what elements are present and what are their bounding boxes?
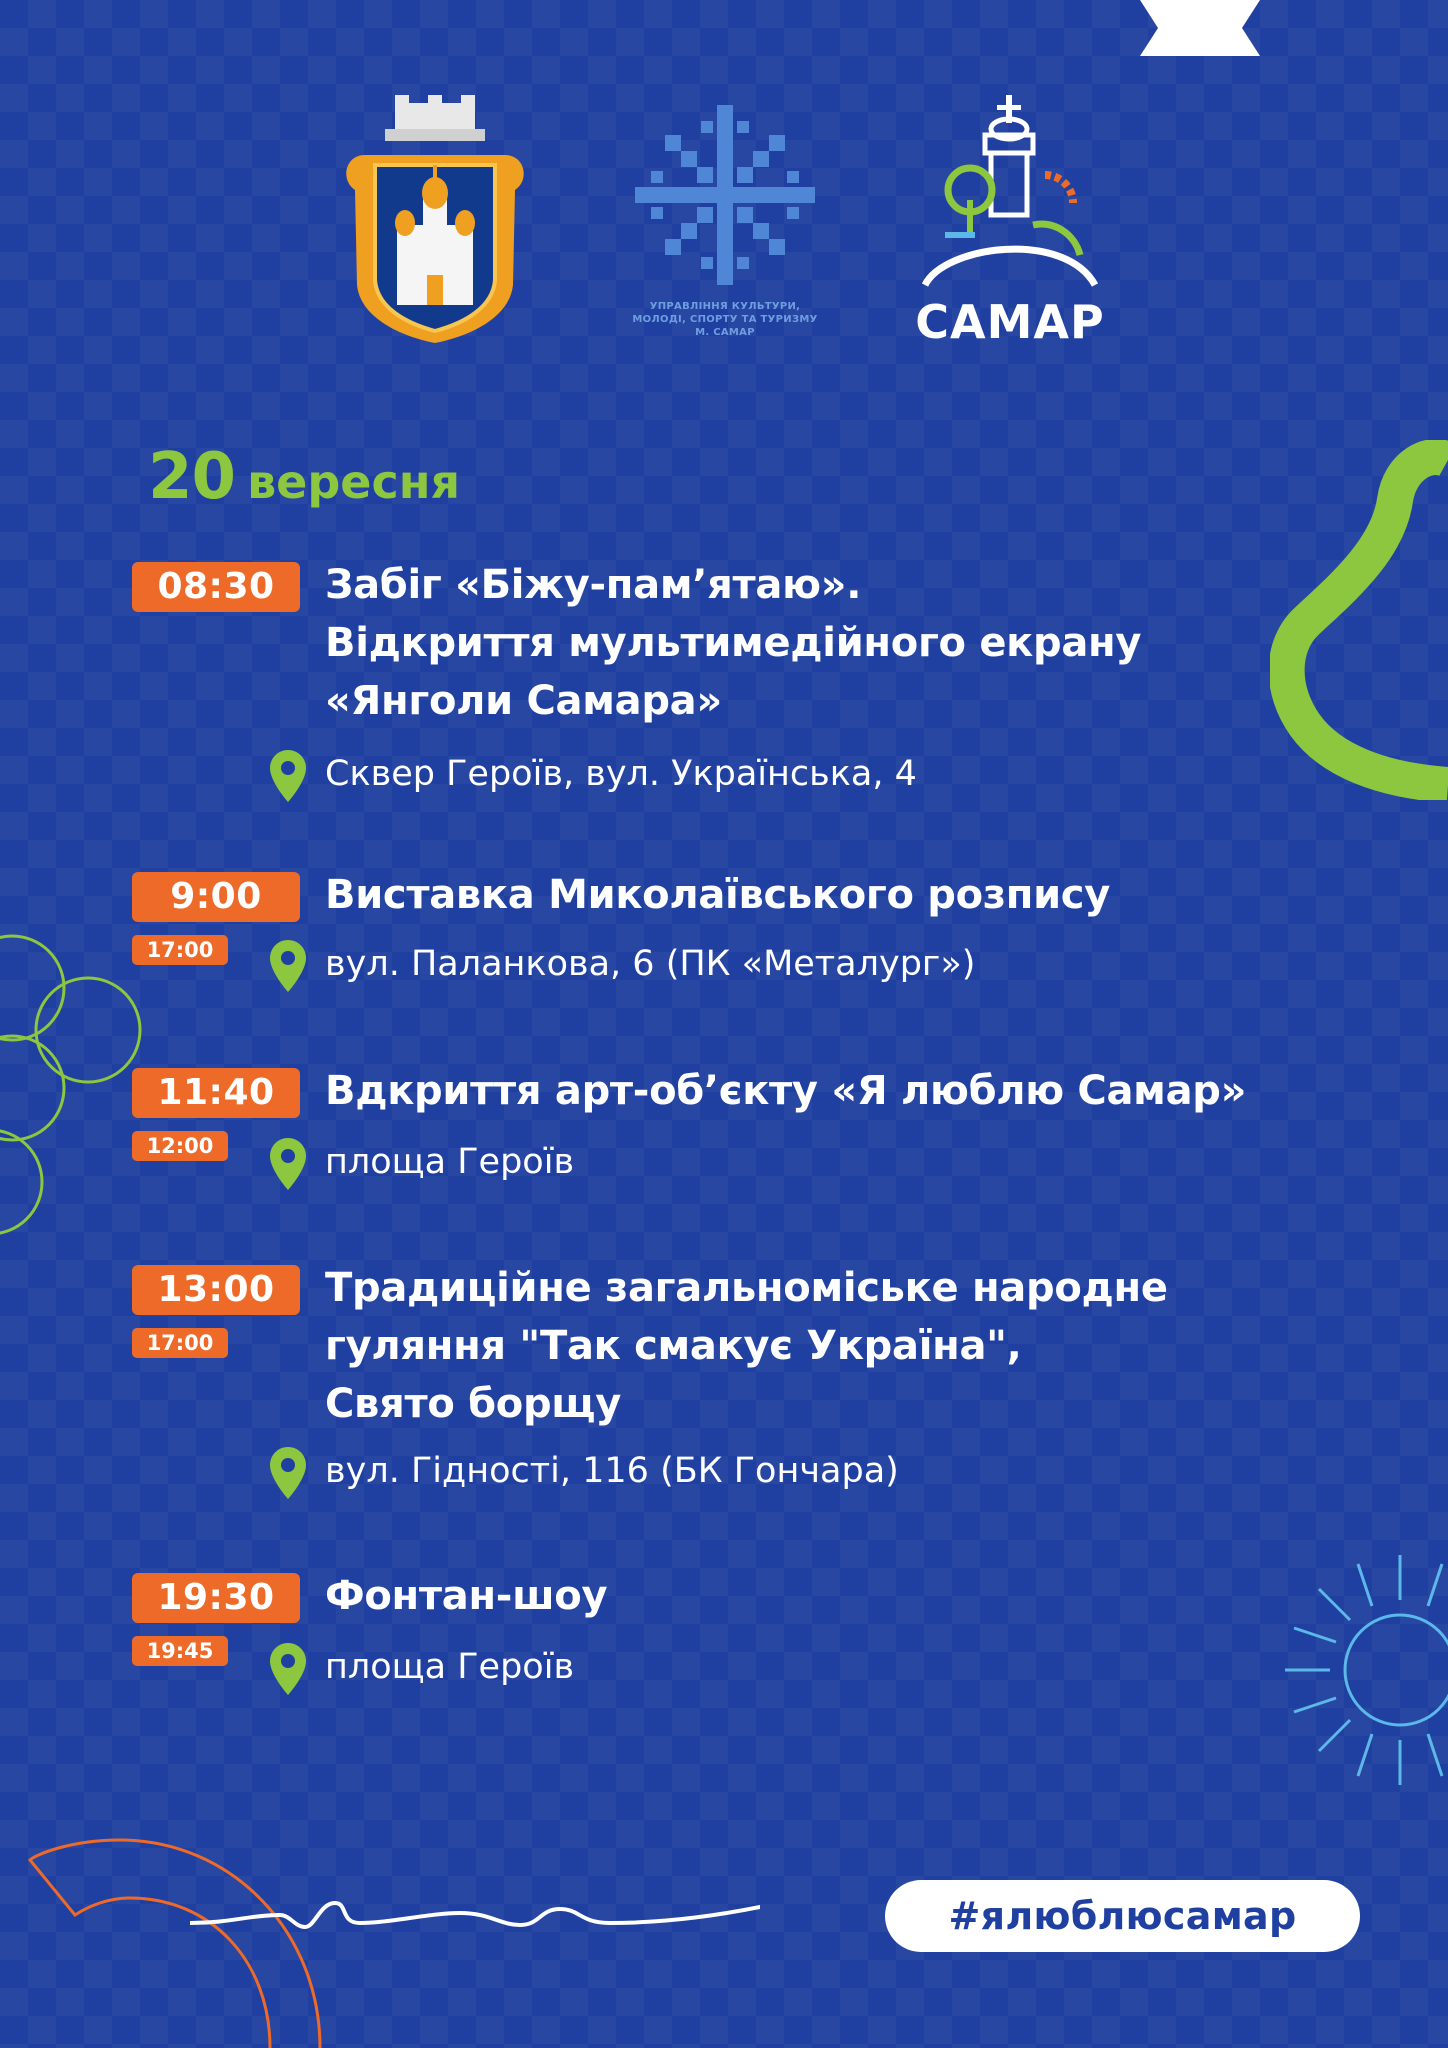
event-title: Вдкриття арт-об’єкту «Я люблю Самар» <box>325 1068 1247 1114</box>
event-start-time: 13:00 <box>132 1265 300 1315</box>
event-start-time: 11:40 <box>132 1068 300 1118</box>
event-location: площа Героїв <box>325 1647 575 1687</box>
event-end-time: 12:00 <box>132 1131 228 1161</box>
event-end-time: 17:00 <box>132 1328 228 1358</box>
event-title: Забіг «Біжу-пам’ятаю». Відкриття мультимедійного екрану «Янголи Самара» <box>325 562 1142 724</box>
hashtag-badge: #ялюблюсамар <box>885 1880 1360 1952</box>
white-wave-decoration <box>190 1895 760 1935</box>
event-location: вул. Паланкова, 6 (ПК «Металург») <box>325 944 976 984</box>
location-pin-icon <box>270 1447 306 1499</box>
event-start-time: 9:00 <box>132 872 300 922</box>
date-day: 20 <box>148 440 236 514</box>
green-circles-decoration <box>0 920 150 1260</box>
event-title: Фонтан-шоу <box>325 1573 608 1619</box>
city-coat-of-arms-icon <box>335 95 535 345</box>
event-location: площа Героїв <box>325 1142 575 1182</box>
top-right-arrow-decoration <box>1130 0 1270 60</box>
event-location: вул. Гідності, 116 (БК Гончара) <box>325 1451 899 1491</box>
event-end-time: 17:00 <box>132 935 228 965</box>
event-title: Виставка Миколаївського розпису <box>325 872 1110 918</box>
date-month: вересня <box>247 455 461 509</box>
date-heading <box>148 440 460 520</box>
embroidery-ornament-icon <box>625 95 825 295</box>
management-caption: УПРАВЛІННЯ КУЛЬТУРИ, МОЛОДІ, СПОРТУ ТА ТУРИЗМУ М. САМАР <box>632 301 818 338</box>
location-pin-icon <box>270 940 306 992</box>
event-end-time: 19:45 <box>132 1636 228 1666</box>
location-pin-icon <box>270 1643 306 1695</box>
event-start-time: 19:30 <box>132 1573 300 1623</box>
samar-wordmark: САМАР <box>915 295 1105 349</box>
location-pin-icon <box>270 750 306 802</box>
event-title: Традиційне загальноміське народне гуляння "Так смакує Україна", Свято борщу <box>325 1265 1168 1427</box>
event-start-time: 08:30 <box>132 562 300 612</box>
samar-city-logo-icon <box>915 95 1105 295</box>
event-location: Сквер Героїв, вул. Українська, 4 <box>325 754 917 794</box>
sun-ring-decoration <box>1250 1520 1448 1820</box>
location-pin-icon <box>270 1138 306 1190</box>
